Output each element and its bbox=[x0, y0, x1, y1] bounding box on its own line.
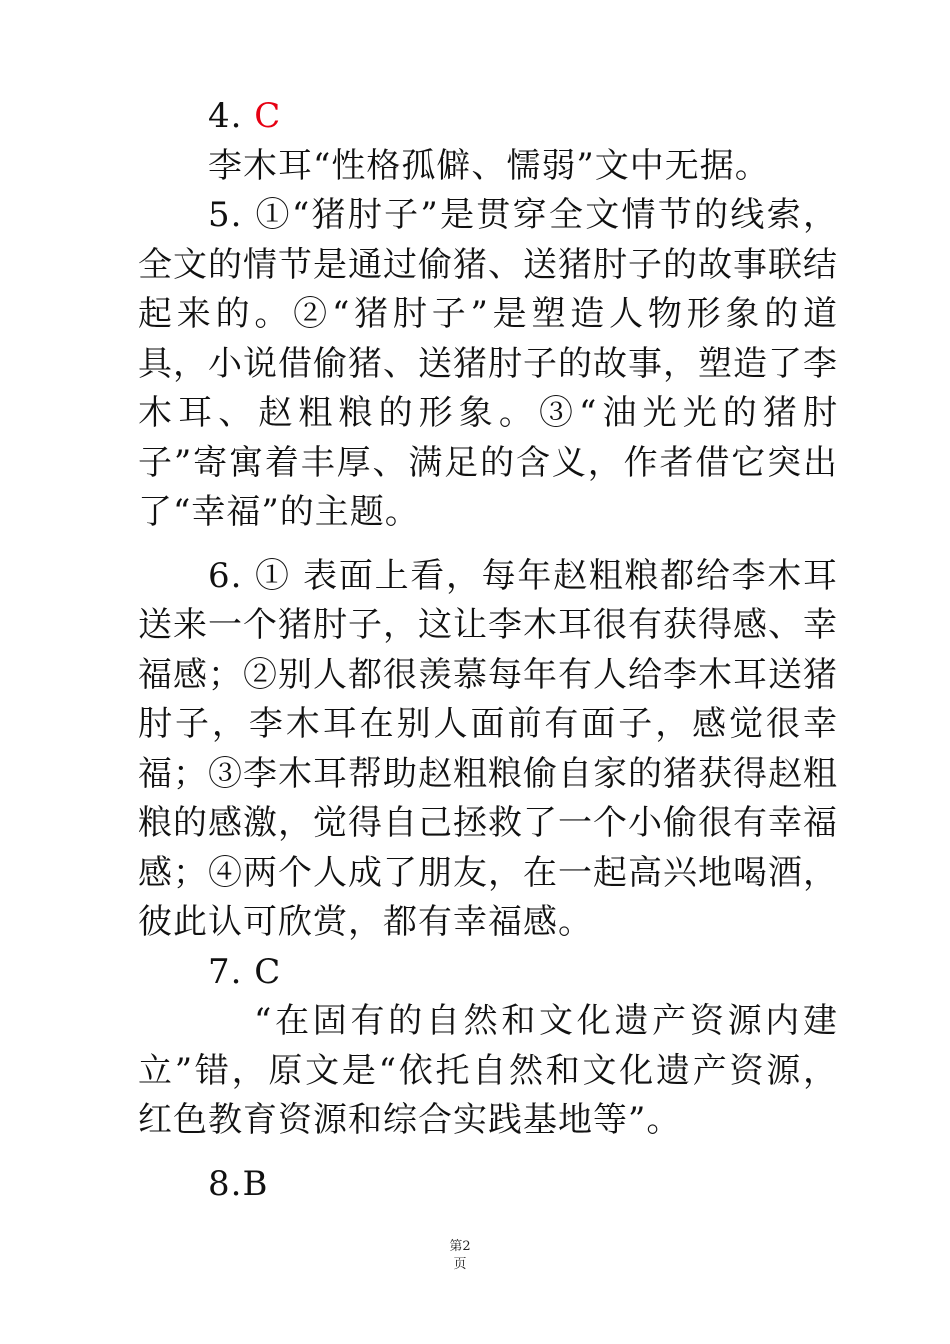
q6-answer: 6. ① 表面上看，每年赵粗粮都给李木耳送来一个猪肘子，这让李木耳很有获得感、幸福感；②别人都很羡慕每年有人给李木耳送猪肘子，李木耳在别人面前有面子，感觉很幸福；③李木耳帮助赵粗粮偷自家的猪获得赵粗粮的感激，觉得自己拯救了一个小偷很有幸福感；④两个人成了朋友，在一起高兴地喝酒，彼此认可欣赏，都有幸福感。 bbox=[138, 555, 838, 942]
q4-answer: C bbox=[254, 96, 282, 136]
page-number-suffix: 页 bbox=[453, 1257, 467, 1272]
page-number bbox=[440, 1238, 480, 1274]
q4-header bbox=[138, 92, 838, 142]
q5-answer: 5. ①“猪肘子”是贯穿全文情节的线索，全文的情节是通过偷猪、送猪肘子的故事联结起来的。②“猪肘子”是塑造人物形象的道具，小说借偷猪、送猪肘子的故事，塑造了李木耳、赵粗粮的形象。③“油光光的猪肘子”寄寓着丰厚、满足的含义，作者借它突出了“幸福”的主题。 bbox=[138, 195, 838, 532]
q7-header: 7. C bbox=[208, 951, 282, 992]
q4-number: 4. bbox=[208, 96, 243, 136]
spacer bbox=[138, 538, 838, 552]
q4-explanation: 李木耳“性格孤僻、懦弱”文中无据。 bbox=[208, 145, 770, 186]
q7-explanation: “在固有的自然和文化遗产资源内建立”错，原文是“依托自然和文化遗产资源，红色教育资源和综合实践基地等”。 bbox=[138, 1001, 838, 1140]
answer-content bbox=[138, 92, 838, 1209]
q8-header: 8.B bbox=[208, 1163, 269, 1204]
spacer bbox=[138, 1146, 838, 1160]
page-number-prefix: 第2 bbox=[449, 1239, 471, 1254]
